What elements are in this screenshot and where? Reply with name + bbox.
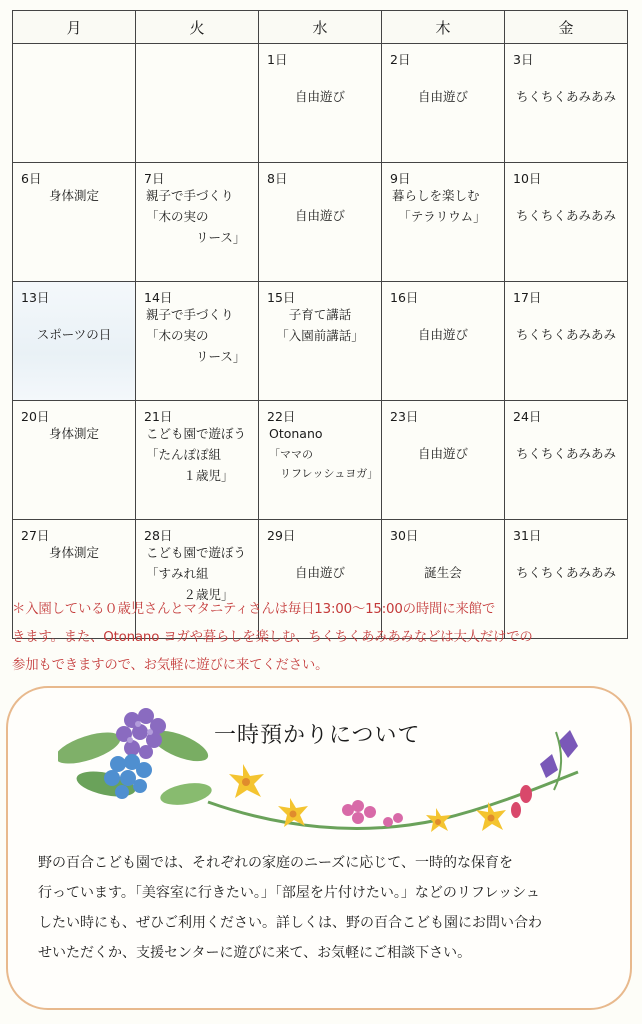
calendar-day (505, 163, 628, 282)
day-number: 23日 (390, 409, 419, 424)
description-line: 行っています。「美容室に行きたい。」「部屋を片付けたい。」などのリフレッシュ (38, 885, 540, 901)
description-line: 野の百合こども園では、それぞれの家庭のニーズに応じて、一時的な保育を (38, 855, 514, 871)
day-event: 子育て講話 「入園前講話」 (276, 307, 364, 343)
visiting-notice (12, 596, 636, 680)
day-event: 自由遊び (294, 208, 345, 223)
day-number: 31日 (513, 528, 542, 543)
calendar-day (259, 401, 382, 520)
calendar-day (382, 44, 505, 163)
calendar-day (505, 44, 628, 163)
day-event: 身体測定 (48, 426, 99, 441)
day-event: こども園で遊ぼう 「たんぽぽ組 １歳児」 (146, 426, 247, 483)
calendar-week (13, 401, 628, 520)
day-number: 1日 (267, 52, 288, 67)
day-event: 暮らしを楽しむ 「テラリウム」 (392, 188, 486, 224)
calendar-day (136, 282, 259, 401)
day-number: 22日 (267, 409, 296, 424)
day-event: 自由遊び (417, 446, 468, 461)
calendar-day (505, 401, 628, 520)
calendar-week (13, 163, 628, 282)
calendar-week (13, 282, 628, 401)
calendar-day (13, 163, 136, 282)
day-event: Otonano (269, 426, 323, 441)
description-line: せいただくか、支援センターに遊びに来て、お気軽にご相談下さい。 (38, 945, 472, 961)
day-number: 20日 (21, 409, 50, 424)
day-number: 13日 (21, 290, 50, 305)
day-event: 自由遊び (417, 89, 468, 104)
calendar-day (505, 282, 628, 401)
weekday-wed: 水 (259, 11, 382, 44)
weekday-thu: 木 (382, 11, 505, 44)
calendar-week (13, 44, 628, 163)
calendar-day (382, 163, 505, 282)
panel-title: 一時預かりについて (214, 723, 421, 748)
day-number: 6日 (21, 171, 42, 186)
panel-description (38, 848, 618, 968)
notice-line: ＊入園している０歳児さんとマタニティさんは毎日13:00～15:00の時間に来館で (12, 602, 496, 617)
notice-line: きます。また、Otonano ヨガや暮らしを楽しむ、ちくちくあみあみなどは大人だけでの (12, 630, 533, 645)
weekday-fri: 金 (505, 11, 628, 44)
day-number: 14日 (144, 290, 173, 305)
day-event: ちくちくあみあみ (515, 208, 616, 223)
day-event: 親子で手づくり 「木の実の リース」 (146, 307, 246, 364)
weekday-header-row (13, 11, 628, 44)
calendar-day (259, 282, 382, 401)
calendar-day (136, 401, 259, 520)
weekday-mon: 月 (13, 11, 136, 44)
day-number: 9日 (390, 171, 411, 186)
calendar-day (382, 401, 505, 520)
day-event: 誕生会 (424, 565, 462, 580)
calendar-day (259, 44, 382, 163)
calendar-day (136, 44, 259, 163)
calendar-day (13, 282, 136, 401)
day-event: 自由遊び (294, 565, 345, 580)
day-number: 2日 (390, 52, 411, 67)
day-number: 24日 (513, 409, 542, 424)
day-number: 16日 (390, 290, 419, 305)
day-event: ちくちくあみあみ (515, 327, 616, 342)
day-event: ちくちくあみあみ (515, 446, 616, 461)
day-number: 10日 (513, 171, 542, 186)
day-number: 17日 (513, 290, 542, 305)
day-number: 8日 (267, 171, 288, 186)
day-number: 21日 (144, 409, 173, 424)
day-event-detail: 「ママの リフレッシュヨガ」 (269, 448, 379, 480)
day-event: 自由遊び (417, 327, 468, 342)
day-number: 7日 (144, 171, 165, 186)
calendar-day (13, 44, 136, 163)
day-number: 30日 (390, 528, 419, 543)
day-event: ちくちくあみあみ (515, 89, 616, 104)
calendar-day (259, 163, 382, 282)
day-event: スポーツの日 (36, 327, 112, 342)
event-calendar (12, 10, 628, 639)
day-number: 28日 (144, 528, 173, 543)
day-event: ちくちくあみあみ (515, 565, 616, 580)
temporary-care-panel (6, 686, 632, 1010)
notice-line: 参加もできますので、お気軽に遊びに来てください。 (12, 658, 329, 673)
calendar-day (13, 401, 136, 520)
calendar-day (136, 163, 259, 282)
day-event: 身体測定 (48, 545, 99, 560)
day-number: 3日 (513, 52, 534, 67)
day-number: 27日 (21, 528, 50, 543)
day-number: 29日 (267, 528, 296, 543)
day-event: こども園で遊ぼう 「すみれ組 ２歳児」 (146, 545, 247, 602)
weekday-tue: 火 (136, 11, 259, 44)
day-event: 親子で手づくり 「木の実の リース」 (146, 188, 246, 245)
day-event: 身体測定 (48, 188, 99, 203)
day-event: 自由遊び (294, 89, 345, 104)
day-number: 15日 (267, 290, 296, 305)
calendar-day (382, 282, 505, 401)
description-line: したい時にも、ぜひご利用ください。詳しくは、野の百合こども園にお問い合わ (38, 915, 542, 931)
